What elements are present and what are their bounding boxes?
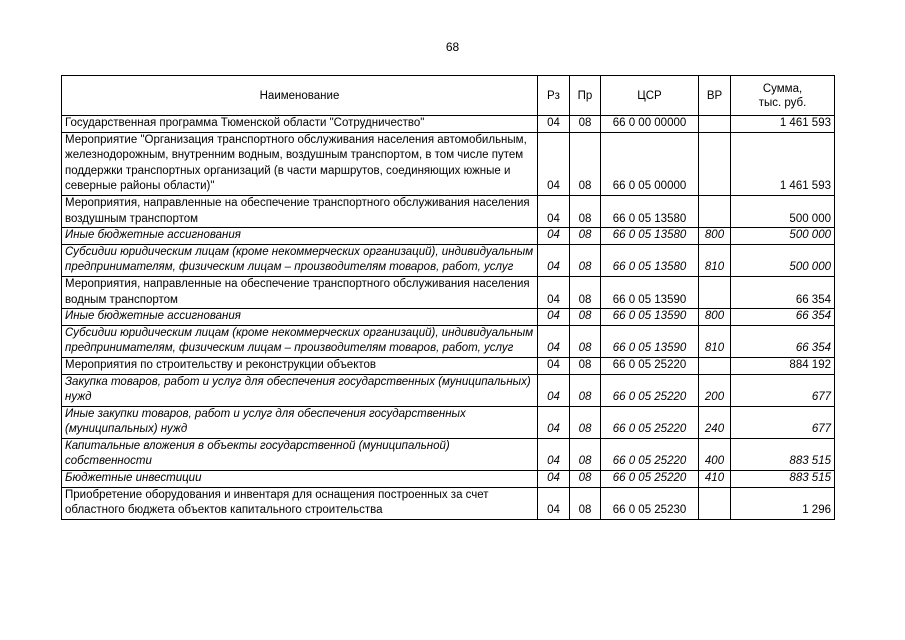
cell-csr: 66 0 05 25230 <box>601 487 699 519</box>
cell-rz: 04 <box>538 309 570 326</box>
header-pr: Пр <box>570 76 601 116</box>
cell-pr: 08 <box>570 132 601 195</box>
cell-pr: 08 <box>570 438 601 470</box>
table-row <box>62 116 835 133</box>
cell-csr: 66 0 05 13580 <box>601 228 699 245</box>
cell-rz: 04 <box>538 228 570 245</box>
cell-csr: 66 0 05 13590 <box>601 276 699 308</box>
cell-rz: 04 <box>538 374 570 406</box>
cell-csr: 66 0 05 13580 <box>601 195 699 227</box>
cell-vr <box>699 487 731 519</box>
header-name: Наименование <box>62 76 538 116</box>
table-row <box>62 487 835 519</box>
cell-csr: 66 0 05 25220 <box>601 406 699 438</box>
cell-rz: 04 <box>538 132 570 195</box>
cell-name: Субсидии юридическим лицам (кроме некоммерческих организаций), индивидуальным предпринимателям, физическим лицам – производителям товаров, работ, услуг <box>62 325 538 357</box>
cell-rz: 04 <box>538 244 570 276</box>
cell-sum: 1 461 593 <box>731 116 835 133</box>
table-row <box>62 438 835 470</box>
cell-rz: 04 <box>538 487 570 519</box>
header-vr: ВР <box>699 76 731 116</box>
cell-rz: 04 <box>538 195 570 227</box>
cell-pr: 08 <box>570 228 601 245</box>
cell-vr: 410 <box>699 471 731 488</box>
cell-name: Иные бюджетные ассигнования <box>62 309 538 326</box>
cell-name: Закупка товаров, работ и услуг для обеспечения государственных (муниципальных) нужд <box>62 374 538 406</box>
cell-csr: 66 0 05 13590 <box>601 325 699 357</box>
cell-pr: 08 <box>570 374 601 406</box>
cell-name: Мероприятия, направленные на обеспечение транспортного обслуживания населения воздушным транспортом <box>62 195 538 227</box>
cell-name: Государственная программа Тюменской области "Сотрудничество" <box>62 116 538 133</box>
cell-sum: 883 515 <box>731 438 835 470</box>
table-row <box>62 471 835 488</box>
cell-vr: 400 <box>699 438 731 470</box>
cell-csr: 66 0 05 13590 <box>601 309 699 326</box>
cell-pr: 08 <box>570 406 601 438</box>
cell-rz: 04 <box>538 406 570 438</box>
cell-rz: 04 <box>538 471 570 488</box>
cell-sum: 500 000 <box>731 244 835 276</box>
cell-sum: 66 354 <box>731 276 835 308</box>
header-csr: ЦСР <box>601 76 699 116</box>
cell-sum: 1 296 <box>731 487 835 519</box>
cell-pr: 08 <box>570 471 601 488</box>
cell-pr: 08 <box>570 487 601 519</box>
cell-rz: 04 <box>538 276 570 308</box>
cell-vr: 200 <box>699 374 731 406</box>
table-row <box>62 406 835 438</box>
cell-vr: 810 <box>699 244 731 276</box>
cell-pr: 08 <box>570 325 601 357</box>
cell-rz: 04 <box>538 438 570 470</box>
cell-sum: 883 515 <box>731 471 835 488</box>
cell-name: Иные бюджетные ассигнования <box>62 228 538 245</box>
table-row <box>62 132 835 195</box>
page-number: 68 <box>445 40 460 54</box>
cell-pr: 08 <box>570 195 601 227</box>
cell-sum: 66 354 <box>731 325 835 357</box>
cell-csr: 66 0 05 25220 <box>601 438 699 470</box>
cell-csr: 66 0 05 25220 <box>601 471 699 488</box>
cell-sum: 677 <box>731 406 835 438</box>
cell-rz: 04 <box>538 357 570 374</box>
cell-vr <box>699 276 731 308</box>
budget-table <box>61 75 835 520</box>
header-rz: Рз <box>538 76 570 116</box>
cell-name: Субсидии юридическим лицам (кроме некоммерческих организаций), индивидуальным предпринимателям, физическим лицам – производителям товаров, работ, услуг <box>62 244 538 276</box>
cell-vr: 240 <box>699 406 731 438</box>
cell-vr: 810 <box>699 325 731 357</box>
cell-sum: 66 354 <box>731 309 835 326</box>
table-header-row <box>62 76 835 116</box>
cell-name: Мероприятия по строительству и реконструкции объектов <box>62 357 538 374</box>
cell-csr: 66 0 05 13580 <box>601 244 699 276</box>
table-row <box>62 357 835 374</box>
cell-csr: 66 0 05 25220 <box>601 374 699 406</box>
cell-vr <box>699 116 731 133</box>
cell-vr <box>699 357 731 374</box>
cell-pr: 08 <box>570 276 601 308</box>
cell-pr: 08 <box>570 244 601 276</box>
cell-rz: 04 <box>538 325 570 357</box>
cell-name: Приобретение оборудования и инвентаря для оснащения построенных за счет областного бюджета объектов капитального строительства <box>62 487 538 519</box>
cell-sum: 1 461 593 <box>731 132 835 195</box>
cell-vr <box>699 195 731 227</box>
cell-csr: 66 0 05 25220 <box>601 357 699 374</box>
cell-vr: 800 <box>699 309 731 326</box>
cell-sum: 884 192 <box>731 357 835 374</box>
cell-vr <box>699 132 731 195</box>
cell-name: Бюджетные инвестиции <box>62 471 538 488</box>
cell-sum: 500 000 <box>731 228 835 245</box>
cell-name: Мероприятие "Организация транспортного обслуживания населения автомобильным, железнодорожным, внутренним водным, воздушным транспортом, в том числе путем поддержки транспортных организаций (в части маршрутов, соединяющих южные и северные районы области)" <box>62 132 538 195</box>
cell-pr: 08 <box>570 116 601 133</box>
header-sum: Сумма, тыс. руб. <box>731 76 835 116</box>
cell-name: Мероприятия, направленные на обеспечение транспортного обслуживания населения водным транспортом <box>62 276 538 308</box>
cell-name: Иные закупки товаров, работ и услуг для обеспечения государственных (муниципальных) нужд <box>62 406 538 438</box>
cell-pr: 08 <box>570 357 601 374</box>
cell-csr: 66 0 00 00000 <box>601 116 699 133</box>
table-row <box>62 228 835 245</box>
table-row <box>62 276 835 308</box>
table-row <box>62 325 835 357</box>
cell-pr: 08 <box>570 309 601 326</box>
cell-vr: 800 <box>699 228 731 245</box>
table-row <box>62 195 835 227</box>
table-row <box>62 309 835 326</box>
cell-sum: 500 000 <box>731 195 835 227</box>
table-row <box>62 374 835 406</box>
cell-sum: 677 <box>731 374 835 406</box>
cell-name: Капитальные вложения в объекты государственной (муниципальной) собственности <box>62 438 538 470</box>
cell-rz: 04 <box>538 116 570 133</box>
table-row <box>62 244 835 276</box>
cell-csr: 66 0 05 00000 <box>601 132 699 195</box>
